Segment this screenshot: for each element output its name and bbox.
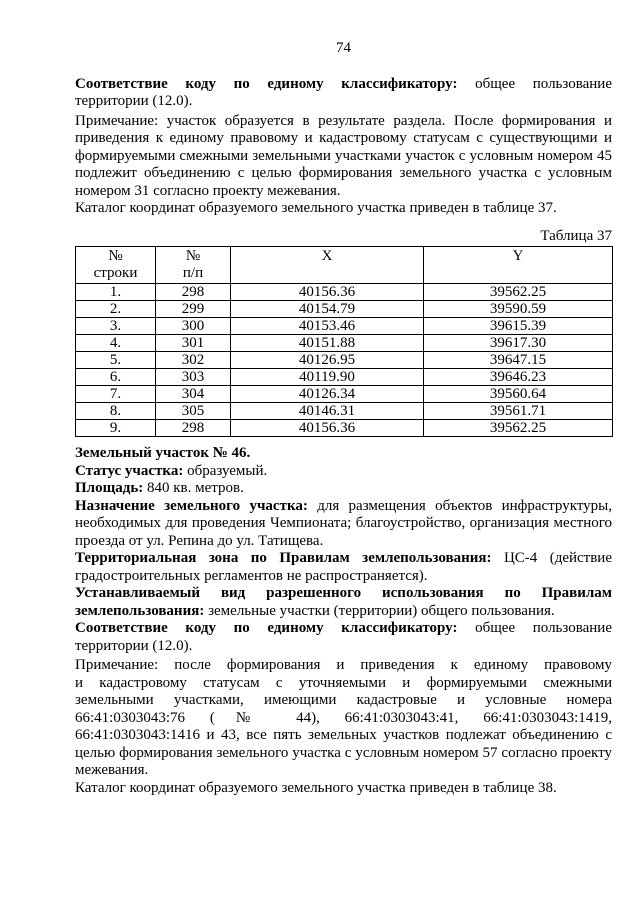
purpose-paragraph: Назначение земельного участка: для размещения объектов инфраструктуры, необходимых для проведения Чемпионата; благоустройство, организация местного проезда от ул. Репина до ул. Татищева. [75, 497, 613, 549]
note-46-rest: 66:41:0303043:1416 и 43, все пять земельных участков подлежат объединению с целью формирования земельного участка с условным номером 57 согласно проекту межевания. [75, 727, 612, 778]
header-point-number: № п/п [156, 247, 231, 284]
table-row: 1. 298 40156.36 39562.25 [76, 284, 613, 301]
document-page [75, 30, 612, 797]
table-row: 8. 305 40146.31 39561.71 [76, 403, 613, 420]
code-paragraph-46: Соответствие коду по единому классификатору: общее пользование [75, 620, 612, 636]
status-line: Статус участка: образуемый. [75, 462, 268, 479]
table-caption: Таблица 37 [540, 227, 612, 244]
catalog-paragraph: Каталог координат образуемого земельного участка приведен в таблице 37. [75, 200, 557, 216]
table-row: 6. 303 40119.90 39646.23 [76, 369, 613, 386]
catalog-46: Каталог координат образуемого земельного участка приведен в таблице 38. [75, 779, 557, 796]
use-line: землепользования: земельные участки (территории) общего пользования. [75, 602, 555, 619]
table-row: 3. 300 40153.46 39615.39 [76, 318, 613, 335]
coordinates-table [75, 246, 613, 437]
header-x: X [231, 247, 424, 284]
zone-paragraph: Территориальная зона по Правилам землепользования: ЦС-4 (действие градостроительных регламентов не распространяется). [75, 550, 612, 584]
table-row: 2. 299 40154.79 39590.59 [76, 301, 613, 318]
note-paragraph: Примечание: участок образуется в результате раздела. После формирования и приведения к единому правовому и кадастровому статусам с существующими и формируемыми смежными земельными участками участок с условным номером 45 подлежит объединению с целью формирования земельного участка с условным номером 31 согласно проекту межевания. [75, 112, 612, 199]
table-row: 7. 304 40126.34 39560.64 [76, 386, 613, 403]
header-row-number: № строки [76, 247, 156, 284]
area-line: Площадь: 840 кв. метров. [75, 480, 244, 496]
note-46-line-4: 66:41:0303043:76 (№ 44), 66:41:0303043:41, 66:41:0303043:1419, [75, 709, 612, 726]
header-y: Y [424, 247, 613, 284]
code-value-cont: территории (12.0). [75, 93, 193, 109]
table-header-row [76, 247, 613, 284]
code-value: общее пользование [475, 75, 612, 92]
plot-heading: Земельный участок № 46. [75, 445, 251, 461]
table-row: 5. 302 40126.95 39647.15 [76, 352, 613, 369]
code-value-cont-46: территории (12.0). [75, 637, 193, 654]
table-row: 9. 298 40156.36 39562.25 [76, 420, 613, 437]
note-46-line-3: земельными участками, имеющими кадастровые и условные номера [75, 692, 612, 708]
table-row: 4. 301 40151.88 39617.30 [76, 335, 613, 352]
code-label: Соответствие коду по единому классификатору: [75, 75, 458, 92]
note-46-line-2: и кадастровому статусам с уточняемыми и формируемыми смежными [75, 674, 612, 691]
code-paragraph [75, 76, 612, 94]
note-46-line-1: Примечание: после формирования и приведения к единому правовому [75, 657, 612, 673]
use-label-line: Устанавливаемый вид разрешенного использования по Правилам [75, 585, 612, 601]
page-number: 74 [336, 40, 351, 56]
